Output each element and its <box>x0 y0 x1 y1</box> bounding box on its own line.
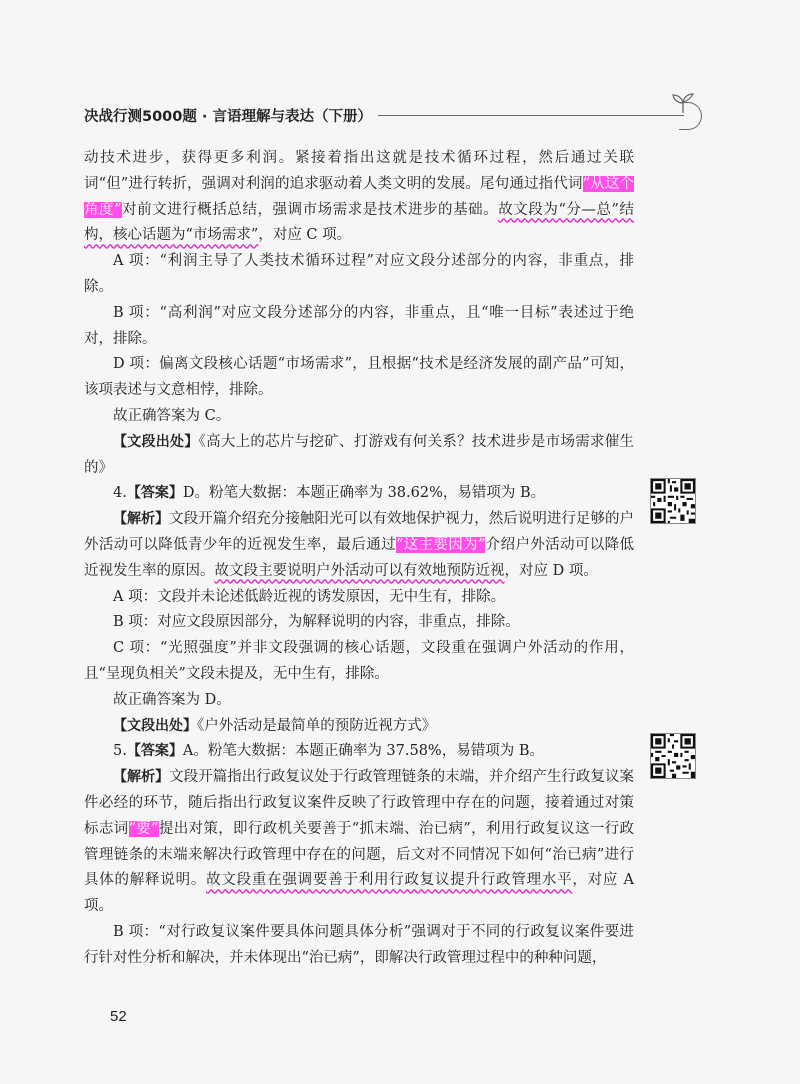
underlined-conclusion: 故文段主要说明户外活动可以有效地预防近视 <box>214 562 505 579</box>
section-label: 【文段出处】 <box>113 717 197 734</box>
text-run: D。粉笔大数据：本题正确率为 38.62%，易错项为 B。 <box>182 485 546 502</box>
page-number: 52 <box>110 1008 127 1025</box>
text-run: 对前文进行概括总结，强调市场需求是技术进步的基础。 <box>121 201 499 218</box>
paragraph <box>84 404 634 430</box>
paragraph <box>84 610 634 636</box>
qr-code-icon[interactable] <box>650 478 696 524</box>
paragraph <box>84 507 634 584</box>
text-run: B 项：对应文段原因部分，为解释说明的内容，非重点，排除。 <box>113 614 520 631</box>
text-run: 动技术进步，获得更多利润。紧接着指出这就是技术循环过程，然后通过关联词“但”进行转折，强调对利润的追求驱动着人类文明的发展。尾句通过指代词 <box>84 150 634 192</box>
text-run: 介绍户外活动可以降低近视发生率的原因。 <box>84 536 635 579</box>
highlighted-keyword: “从这个角度” <box>84 175 634 218</box>
text-run: A 项：“利润主导了人类技术循环过程”对应文段分述部分的内容，非重点，排除。 <box>84 253 634 295</box>
paragraph <box>84 481 634 507</box>
highlighted-keyword: “要” <box>128 820 159 837</box>
paragraph <box>84 352 634 404</box>
text-run: 故正确答案为 C。 <box>113 407 231 424</box>
paragraph <box>84 146 634 249</box>
text-run: A 项：文段并未论述低龄近视的诱发原因，无中生有，排除。 <box>113 588 506 605</box>
paragraph <box>84 739 634 765</box>
paragraph <box>84 765 634 920</box>
highlighted-keyword: “这主要因为” <box>395 536 486 553</box>
paragraph <box>84 714 634 740</box>
text-run: 文段开篇指出行政复议处于行政管理链条的末端，并介绍产生行政复议案件必经的环节，随后指出行政复议案件反映了行政管理中存在的问题，接着通过对策标志词 <box>84 769 635 837</box>
paragraph <box>84 688 634 714</box>
section-label: 【答案】 <box>126 485 183 502</box>
text-run: 5. <box>113 743 127 760</box>
text-run: 《高大上的芯片与挖矿、打游戏有何关系？技术进步是市场需求催生的》 <box>84 433 635 476</box>
section-label: 【答案】 <box>126 743 183 760</box>
text-run: B 项：“对行政复议案件要具体问题具体分析”强调对于不同的行政复议案件要进行针对性分析和解决，并未体现出“治已病”，即解决行政管理过程中的种种问题， <box>84 923 634 966</box>
book-title: 决战行测5000题 · 言语理解与表达（下册） <box>84 105 378 126</box>
paragraph <box>84 920 634 972</box>
paragraph <box>84 301 634 353</box>
text-run: ，对应 C 项。 <box>258 227 352 244</box>
paragraph <box>84 636 634 688</box>
text-run: 提出对策，即行政机关要善于“抓末端、治已病”，利用行政复议这一行政管理链条的末端来解决行政管理中存在的问题，后文对不同情况下如何“治已病”进行具体的解释说明。 <box>84 820 635 889</box>
text-run: 《户外活动是最简单的预防近视方式》 <box>197 717 437 734</box>
text-run: A。粉笔大数据：本题正确率为 37.58%，易错项为 B。 <box>182 743 544 760</box>
text-run: D 项：偏离文段核心话题“市场需求”，且根据“技术是经济发展的副产品”可知，该项表述与文意相悖，排除。 <box>84 356 634 399</box>
text-run: 故正确答案为 D。 <box>113 691 231 708</box>
section-label: 【解析】 <box>113 511 170 528</box>
paragraph <box>84 585 634 611</box>
underlined-conclusion: 故文段为“分—总”结构，核心话题为“市场需求” <box>84 201 635 244</box>
text-run: 文段开篇介绍充分接触阳光可以有效地保护视力，然后说明进行足够的户外活动可以降低青少年的近视发生率，最后通过 <box>84 511 635 553</box>
answer-explanation-text <box>84 146 634 972</box>
qr-code-icon[interactable] <box>650 733 696 779</box>
underlined-conclusion: 故文段重在强调要善于利用行政复议提升行政管理水平 <box>206 872 573 889</box>
paragraph <box>84 249 634 301</box>
text-run: C 项：“光照强度”并非文段强调的核心话题，文段重在强调户外活动的作用，且“呈现负相关”文段未提及，无中生有，排除。 <box>84 640 634 682</box>
section-label: 【解析】 <box>113 769 170 786</box>
sprout-icon <box>668 92 698 114</box>
running-header <box>84 102 704 132</box>
paragraph <box>84 430 634 482</box>
text-run: B 项：“高利润”对应文段分述部分的内容，非重点，且“唯一目标”表述过于绝对，排除。 <box>84 304 634 347</box>
text-run: ，对应 D 项。 <box>504 562 598 579</box>
text-run: ，对应 A 项。 <box>84 872 635 915</box>
section-label: 【文段出处】 <box>113 433 199 450</box>
text-run: 4. <box>113 485 127 502</box>
